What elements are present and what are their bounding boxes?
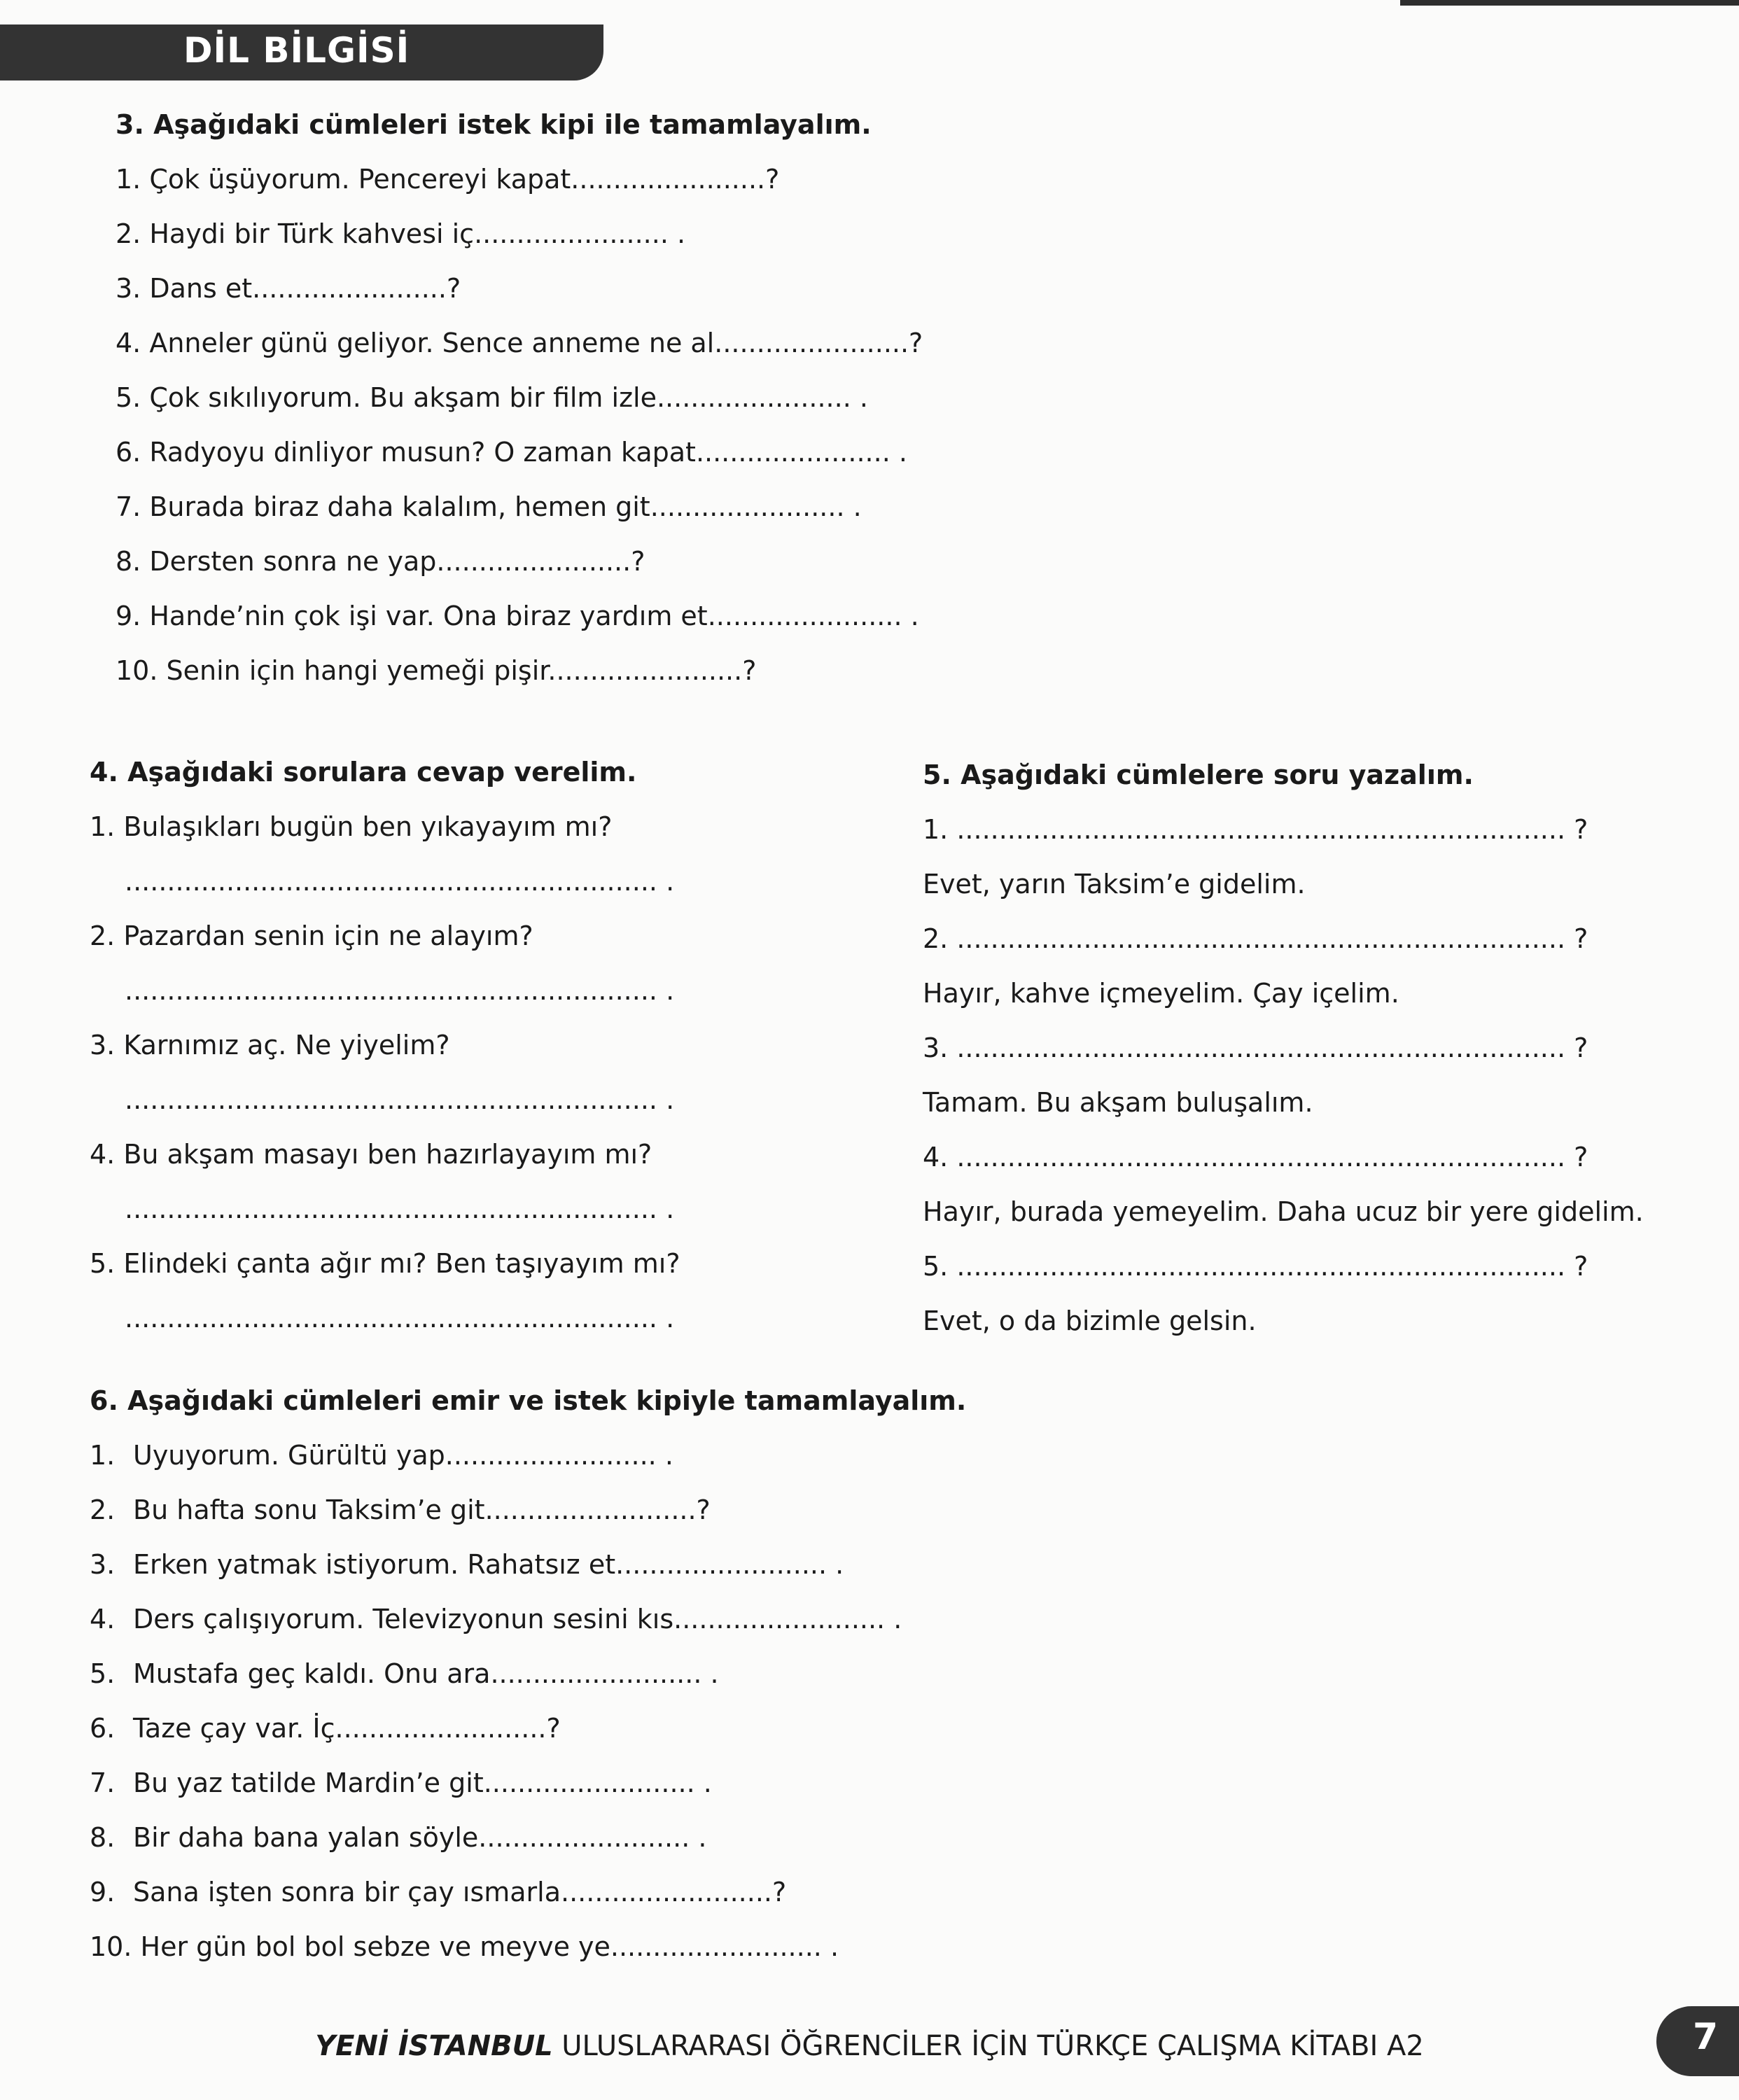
exercise-5-question-blank[interactable]: 3. ........................................................................ ? — [923, 1032, 1588, 1063]
exercise-6-item-text: Bu hafta sonu Taksim’e git.........................? — [133, 1494, 711, 1525]
page-top-rule — [1400, 0, 1739, 6]
exercise-4 — [90, 745, 680, 1345]
exercise-4-title: 4. Aşağıdaki sorulara cevap verelim. — [90, 757, 637, 788]
exercise-4-answer-blank[interactable]: ............................................................... . — [125, 975, 675, 1006]
exercise-6-item — [90, 1919, 966, 1974]
exercise-6-item — [90, 1592, 966, 1646]
exercise-3-item: 3. Dans et.......................? — [116, 273, 461, 304]
exercise-5-title: 5. Aşağıdaki cümlelere soru yazalım. — [923, 760, 1474, 790]
page-footer — [0, 2030, 1739, 2062]
exercise-6-item-text: 10. Her gün bol bol sebze ve meyve ye......................... . — [90, 1931, 839, 1962]
exercise-6-item-number: 4. — [90, 1604, 116, 1634]
exercise-6-item — [90, 1865, 966, 1919]
exercise-6-item — [90, 1756, 966, 1810]
exercise-3-item: 7. Burada biraz daha kalalım, hemen git....................... . — [116, 491, 862, 522]
exercise-6-item-text: Mustafa geç kaldı. Onu ara......................... . — [133, 1658, 719, 1689]
exercise-4-question: 1. Bulaşıkları bugün ben yıkayayım mı? — [90, 811, 613, 842]
exercise-3 — [116, 97, 923, 698]
exercise-6-title: 6. Aşağıdaki cümleleri emir ve istek kipiyle tamamlayalım. — [90, 1385, 967, 1416]
exercise-5-question-blank[interactable]: 5. ........................................................................ ? — [923, 1251, 1588, 1282]
exercise-6-item-number: 5. — [90, 1658, 116, 1689]
section-header-tab — [0, 24, 603, 80]
exercise-6-item-number: 6. — [90, 1713, 116, 1744]
exercise-6 — [90, 1373, 966, 1974]
exercise-3-item: 8. Dersten sonra ne yap.......................? — [116, 546, 645, 577]
exercise-6-item-text: Taze çay var. İç.........................? — [133, 1713, 561, 1744]
exercise-6-item-text: Bir daha bana yalan söyle......................... . — [133, 1822, 707, 1853]
exercise-4-question: 4. Bu akşam masayı ben hazırlayayım mı? — [90, 1139, 652, 1170]
exercise-6-item-number: 8. — [90, 1822, 116, 1853]
exercise-3-item: 5. Çok sıkılıyorum. Bu akşam bir film izle....................... . — [116, 382, 868, 413]
exercise-5 — [923, 748, 1644, 1348]
exercise-6-item-text: Sana işten sonra bir çay ısmarla.........................? — [133, 1877, 787, 1907]
exercise-4-question: 2. Pazardan senin için ne alayım? — [90, 920, 533, 951]
exercise-5-question-blank[interactable]: 1. ........................................................................ ? — [923, 814, 1588, 845]
exercise-5-answer: Hayır, burada yemeyelim. Daha ucuz bir yere gidelim. — [923, 1196, 1644, 1227]
exercise-6-item-number: 7. — [90, 1768, 116, 1798]
footer-brand: YENİ İSTANBUL — [315, 2030, 553, 2062]
exercise-6-item — [90, 1483, 966, 1537]
exercise-6-item-number: 2. — [90, 1494, 116, 1525]
section-header-title: DİL BİLGİSİ — [183, 30, 410, 71]
exercise-6-item — [90, 1810, 966, 1865]
exercise-5-answer: Tamam. Bu akşam buluşalım. — [923, 1087, 1313, 1118]
exercise-5-answer: Hayır, kahve içmeyelim. Çay içelim. — [923, 978, 1399, 1009]
exercise-6-item-text: Uyuyorum. Gürültü yap......................... . — [133, 1440, 673, 1471]
page-number-badge — [1656, 2006, 1739, 2076]
exercise-6-item — [90, 1701, 966, 1756]
exercise-3-item: 9. Hande’nin çok işi var. Ona biraz yardım et....................... . — [116, 601, 919, 631]
exercise-4-answer-blank[interactable]: ............................................................... . — [125, 1303, 675, 1334]
exercise-6-item — [90, 1428, 966, 1483]
exercise-3-item: 2. Haydi bir Türk kahvesi iç....................... . — [116, 218, 686, 249]
exercise-4-answer-blank[interactable]: ............................................................... . — [125, 1084, 675, 1115]
exercise-6-item-number: 3. — [90, 1549, 116, 1580]
exercise-3-item: 4. Anneler günü geliyor. Sence anneme ne al.......................? — [116, 328, 923, 358]
exercise-5-question-blank[interactable]: 2. ........................................................................ ? — [923, 923, 1588, 954]
exercise-3-item: 10. Senin için hangi yemeği pişir.......................? — [116, 655, 757, 686]
exercise-5-answer: Evet, o da bizimle gelsin. — [923, 1306, 1257, 1336]
exercise-6-item-text: Ders çalışıyorum. Televizyonun sesini kıs......................... . — [133, 1604, 902, 1634]
exercise-4-question: 3. Karnımız aç. Ne yiyelim? — [90, 1030, 450, 1060]
exercise-6-item — [90, 1646, 966, 1701]
exercise-3-item: 6. Radyoyu dinliyor musun? O zaman kapat....................... . — [116, 437, 907, 468]
exercise-6-item — [90, 1537, 966, 1592]
exercise-4-question: 5. Elindeki çanta ağır mı? Ben taşıyayım mı? — [90, 1248, 680, 1279]
exercise-5-answer: Evet, yarın Taksim’e gidelim. — [923, 869, 1306, 899]
exercise-6-item-text: Erken yatmak istiyorum. Rahatsız et......................... . — [133, 1549, 844, 1580]
footer-book-title: ULUSLARARASI ÖĞRENCİLER İÇİN TÜRKÇE ÇALIŞMA KİTABI A2 — [552, 2030, 1424, 2062]
page-number: 7 — [1693, 2016, 1719, 2058]
exercise-4-answer-blank[interactable]: ............................................................... . — [125, 866, 675, 897]
exercise-6-item-number: 9. — [90, 1877, 116, 1907]
exercise-5-question-blank[interactable]: 4. ........................................................................ ? — [923, 1142, 1588, 1172]
exercise-3-item: 1. Çok üşüyorum. Pencereyi kapat.......................? — [116, 164, 780, 195]
exercise-3-title: 3. Aşağıdaki cümleleri istek kipi ile tamamlayalım. — [116, 109, 872, 140]
exercise-4-answer-blank[interactable]: ............................................................... . — [125, 1194, 675, 1224]
exercise-6-item-number: 1. — [90, 1440, 116, 1471]
exercise-6-item-text: Bu yaz tatilde Mardin’e git......................... . — [133, 1768, 712, 1798]
